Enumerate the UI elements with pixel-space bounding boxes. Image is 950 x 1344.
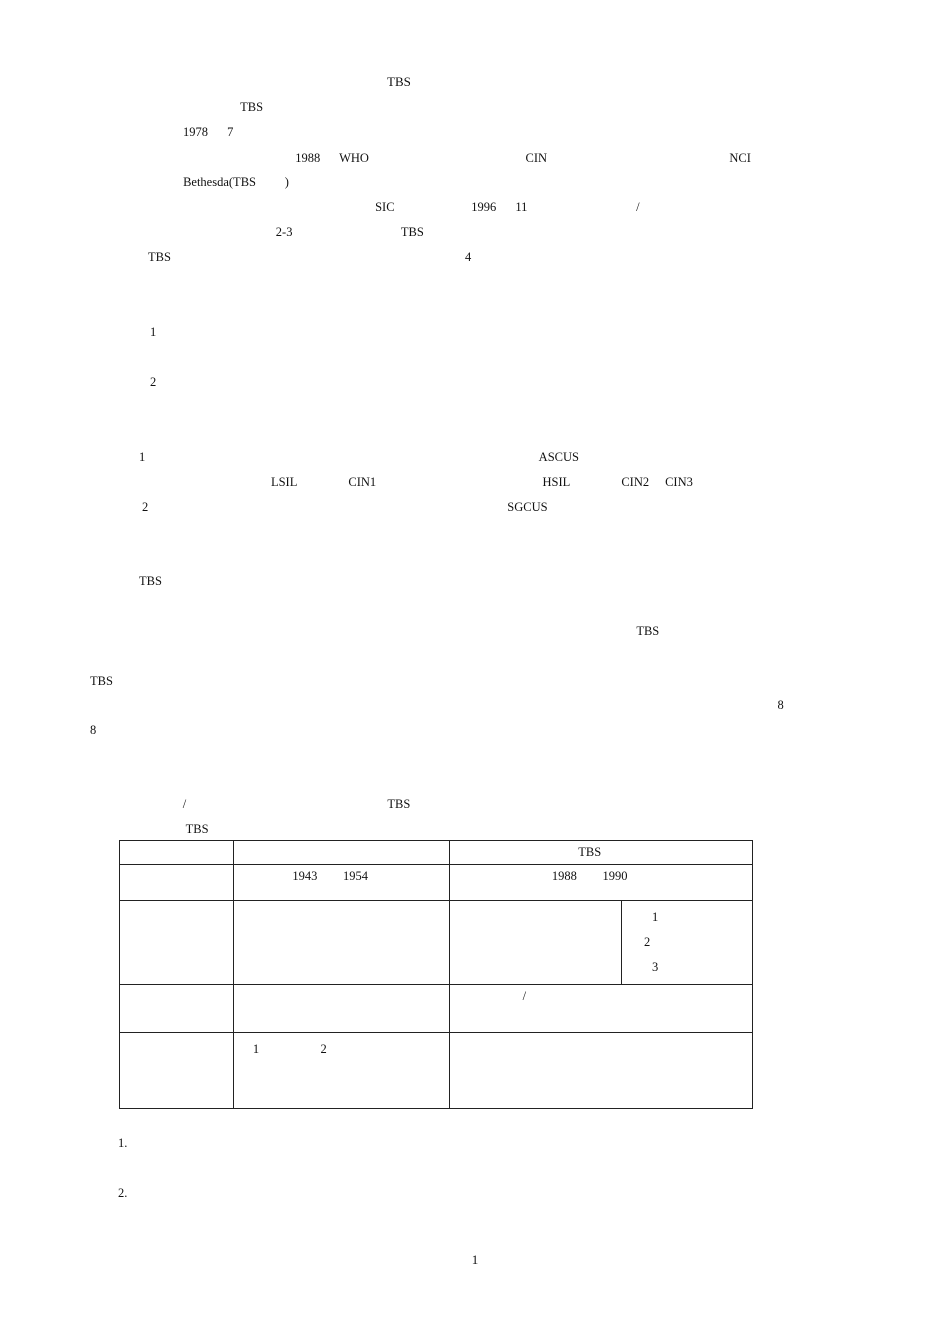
- line: TBS                                                            : [90, 674, 697, 688]
- line: 2                                           : [150, 375, 575, 389]
- line:          2-3        TBS                       : [148, 225, 648, 239]
- page-number: 1: [471, 1252, 479, 1267]
- line: 2.                                           : [118, 1186, 546, 1200]
- line: 8              : [90, 723, 233, 737]
- cell-line:         : [274, 1066, 352, 1080]
- line:            1988  WHO           CIN              NCI: [148, 151, 751, 165]
- cell-line:   1       2     : [240, 1042, 376, 1056]
- line:              : [90, 425, 217, 439]
- table-cell: [120, 841, 234, 865]
- table-cell:     : [450, 901, 622, 985]
- line:            TBS           : [90, 100, 364, 114]
- line:                 SIC      1996  11        /        : [148, 200, 718, 214]
- line:                                            : [148, 549, 567, 563]
- line:                         : [90, 275, 336, 289]
- line:   LSIL     CIN1              HSIL     CIN2  CIN3          : [255, 475, 802, 489]
- table-cell:              : [450, 1033, 753, 1109]
- line: TBS                    4    : [148, 250, 511, 264]
- table-cell:    : [120, 985, 234, 1033]
- line:                                              TBS                : [90, 624, 815, 638]
- table-cell: [234, 1033, 450, 1109]
- list-item: 2      : [644, 935, 709, 949]
- line:                                                        8     : [90, 698, 833, 712]
- line:        /              TBS : [90, 797, 421, 811]
- table-caption:       TBS        : [106, 822, 287, 836]
- line:                                                             : [90, 599, 674, 613]
- line:           : [274, 400, 372, 414]
- list-item: 3     : [652, 960, 707, 974]
- list-item: 1     : [652, 910, 707, 924]
- table-cell:    /         : [450, 985, 753, 1033]
- doc-title: TBS            : [387, 74, 508, 89]
- line:                                                              : [90, 649, 684, 663]
- line: 2                            SGCUS       : [142, 500, 616, 514]
- line: TBS                                                      : [139, 574, 687, 588]
- line:             : [225, 350, 342, 364]
- line:                  : [90, 525, 256, 539]
- table-cell: 1988    1990   : [450, 865, 753, 901]
- table-cell: [622, 901, 753, 985]
- table-cell: 1943    1954   : [234, 865, 450, 901]
- table-cell:     : [234, 901, 450, 985]
- line: 1.                                            : [118, 1136, 556, 1150]
- table-cell:    : [234, 985, 450, 1033]
- line: 1                              ASCUS              : [139, 450, 716, 464]
- line:    Bethesda(TBS   )                             : [148, 175, 571, 189]
- line:                                                 : [139, 747, 606, 761]
- table-cell:     : [120, 865, 234, 901]
- comparison-table: [119, 840, 753, 1109]
- line:                : [90, 772, 236, 786]
- table-header: TBS   : [450, 841, 753, 865]
- line:                               : [152, 1161, 444, 1175]
- line:            : [90, 300, 210, 314]
- line: 1978  7                                  : [183, 125, 564, 139]
- table-cell:    : [120, 1033, 234, 1109]
- table-header:     : [234, 841, 450, 865]
- line:                    : [90, 1110, 275, 1124]
- line: 1                                           : [150, 325, 575, 339]
- table-cell:    : [120, 901, 234, 985]
